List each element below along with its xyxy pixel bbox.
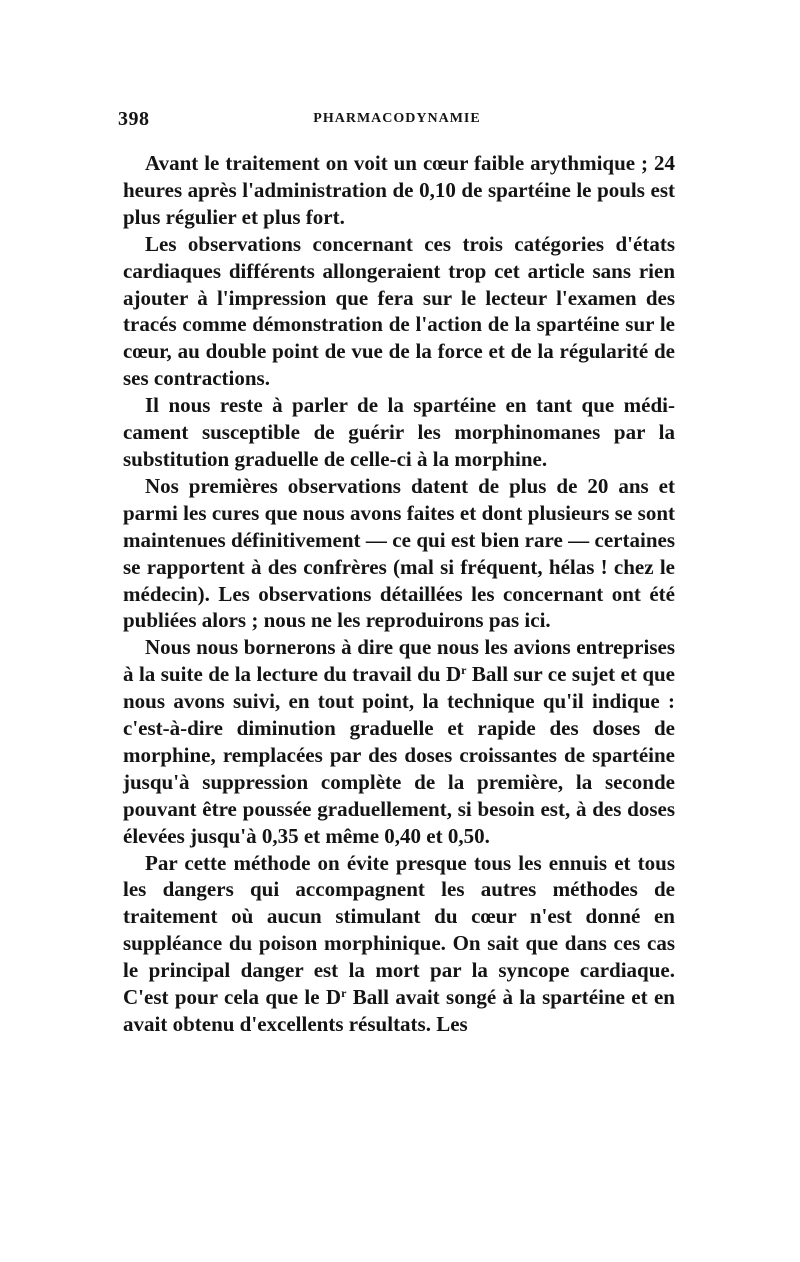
running-title: PHARMACODYNAMIE: [313, 111, 481, 126]
page-number: 398: [118, 108, 150, 130]
paragraph-text: Ball sur ce sujet et que nous avons suivi, en tout point, la technique qu'il indique : c'est-à-dire diminution graduelle et rapide des doses de morphine, remplacées par des doses croissantes de spartéine jusqu'à suppression complète de la première, la seconde pouvant être poussée graduellement, si besoin est, à des doses élevées jusqu'à 0,35 et même 0,40 et 0,50.: [123, 662, 675, 848]
paragraph-text: Ball avait songé à la spartéine et en avait obtenu d'excellents résultats. Les: [123, 985, 675, 1036]
paragraph: [123, 392, 675, 473]
paragraph-text: Il nous reste à parler de la spartéine en tant que médicament susceptible de guérir les morphinomanes par la substitution graduelle de celle-ci à la morphine.: [123, 393, 675, 471]
running-head: [118, 108, 676, 138]
paragraph: [123, 850, 675, 1038]
paragraph-text: Nos premières observations datent de plus de 20 ans et parmi les cures que nous avons faites et dont plusieurs se sont maintenues définitivement — ce qui est bien rare — certaines se rapportent à des confrères (mal si fréquent, hélas ! chez le médecin). Les observations détaillées les concernant ont été publiées alors ; nous ne les reproduirons pas ici.: [123, 473, 675, 633]
paragraph-text: Avant le traitement on voit un cœur faible arythmique ; 24 heures après l'administration de 0,10 de spartéine le pouls est plus régulier et plus fort.: [123, 151, 675, 229]
paragraph-text: Nous nous bornerons à dire que nous les avions entreprises à la suite de la lecture du travail du D: [123, 635, 675, 687]
superscript-r: r: [461, 663, 467, 678]
paragraph-text: Les observations concernant ces trois catégories d'états cardiaques différents allongeraient trop cet article sans rien ajouter à l'impression que fera sur le lecteur l'examen des tracés comme démonstration de l'action de la spartéine sur le cœur, au double point de vue de la force et de la régularité de ses contractions.: [123, 231, 675, 391]
paragraph-text: Par cette méthode on évite presque tous les ennuis et tous les dangers qui accompagnent les autres méthodes de traitement où aucun stimulant du cœur n'est donné en suppléance du poison morphinique. On sait que dans ces cas le principal danger est la mort par la syncope cardiaque. C'est pour cela que le D: [123, 850, 675, 1010]
body-text: [123, 150, 675, 1038]
superscript-r: r: [341, 986, 347, 1001]
paragraph: [123, 231, 675, 392]
paragraph: [123, 150, 675, 231]
paragraph: [123, 634, 675, 849]
paragraph: [123, 473, 675, 634]
